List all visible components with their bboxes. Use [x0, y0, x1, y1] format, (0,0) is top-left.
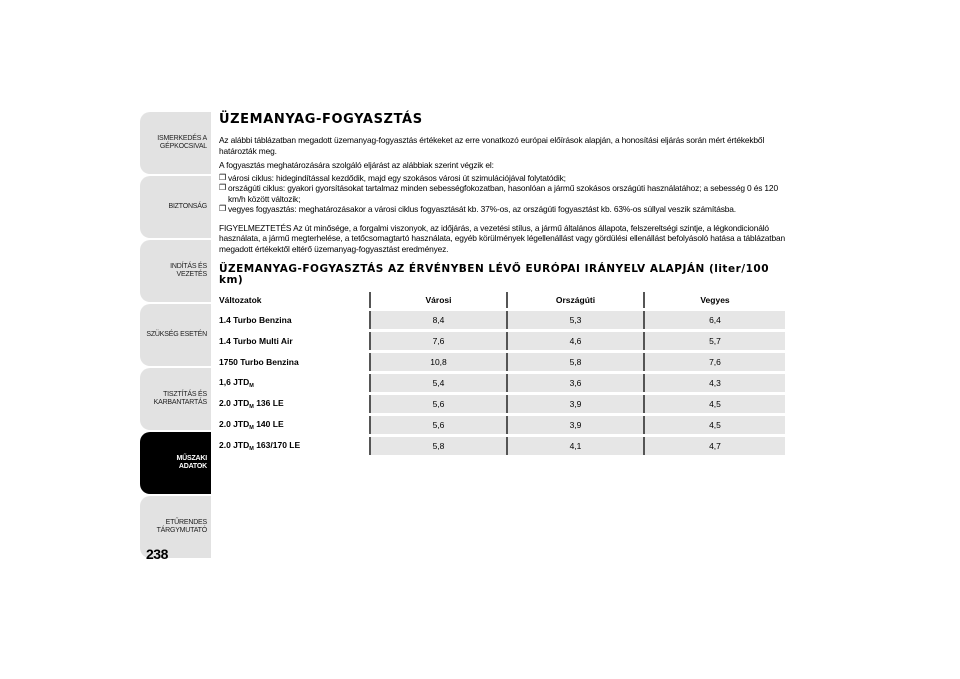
section-title: ÜZEMANYAG-FOGYASZTÁS [219, 112, 423, 127]
checkbox-bullet-icon: ❒ [219, 204, 227, 213]
variant-subscript: M [249, 425, 254, 431]
consumption-value: 5,4 [370, 373, 507, 394]
chapter-tab[interactable] [140, 176, 211, 238]
checkbox-bullet-icon: ❒ [219, 183, 227, 192]
page-number: 238 [146, 546, 168, 562]
variant-name [219, 394, 370, 415]
variant-subscript: M [249, 446, 254, 452]
chapter-sidebar [140, 112, 211, 560]
consumption-value: 5,7 [644, 331, 785, 352]
variant-name-text: 2.0 JTD [219, 398, 250, 408]
variant-name-text: 2.0 JTD [219, 419, 250, 429]
consumption-value: 7,6 [644, 352, 785, 373]
consumption-value: 3,6 [507, 373, 644, 394]
consumption-value: 4,5 [644, 394, 785, 415]
bullet-item [219, 183, 785, 204]
variant-suffix: 136 LE [253, 398, 284, 408]
variant-name-text: 1.4 Turbo Benzina [219, 315, 292, 325]
consumption-value: 4,5 [644, 415, 785, 436]
checkbox-bullet-icon: ❒ [219, 172, 227, 182]
table-row [219, 331, 785, 352]
page-content [219, 112, 785, 458]
chapter-tab[interactable] [140, 240, 211, 302]
chapter-tab-label: SZÜKSÉG ESETÉN [146, 330, 207, 338]
consumption-value: 6,4 [644, 310, 785, 331]
variant-suffix: 140 LE [253, 419, 284, 429]
consumption-value: 4,7 [644, 436, 785, 457]
consumption-value: 5,6 [370, 415, 507, 436]
column-header: Városi [370, 292, 507, 310]
consumption-value: 3,9 [507, 415, 644, 436]
variant-name-text: 1750 Turbo Benzina [219, 357, 299, 367]
warning-paragraph: FIGYELMEZTETÉS Az út minősége, a forgalmi viszonyok, az időjárás, a vezetési stílus, a jármű általános állapota, felszereltségi szintje, a légkondicionáló használata, a jármű megterhelése, a tetőcsomagtartó használata, egyéb körülmények légellenállást vagy gördülési ellenállást befolyásoló hatása a táblázatban megadott értékektől eltérő üzemanyag-fogyasztást eredményez. [219, 222, 786, 254]
variant-name [219, 331, 370, 352]
chapter-tab-label: ETŰRENDES TÁRGYMUTATÓ [156, 518, 207, 534]
variant-name [219, 373, 370, 394]
consumption-value: 4,3 [644, 373, 785, 394]
method-paragraph: A fogyasztás meghatározására szolgáló eljárást az alábbiak szerint végzik el: [219, 160, 494, 170]
consumption-value: 5,3 [507, 310, 644, 331]
intro-paragraph: Az alábbi táblázatban megadott üzemanyag-fogyasztás értékeket az erre vonatkozó európai előírások alapján, a honosítási eljárás során mért értékekből határozták meg. [219, 135, 765, 156]
table-row [219, 436, 785, 457]
consumption-value: 7,6 [370, 331, 507, 352]
consumption-value: 8,4 [370, 310, 507, 331]
consumption-value: 5,8 [370, 436, 507, 457]
consumption-value: 10,8 [370, 352, 507, 373]
consumption-value: 5,6 [370, 394, 507, 415]
bullet-text: vegyes fogyasztás: meghatározásakor a városi ciklus fogyasztását kb. 37%-os, az országúti fogyasztást kb. 63%-os súllyal veszik számításba. [228, 204, 736, 214]
table-title: ÜZEMANYAG-FOGYASZTÁS AZ ÉRVÉNYBEN LÉVŐ EURÓPAI IRÁNYELV ALAPJÁN (liter/100 km) [219, 263, 770, 286]
bullet-item [219, 173, 785, 184]
chapter-tab-label: BIZTONSÁG [168, 202, 207, 210]
variant-name [219, 436, 370, 457]
consumption-table [219, 292, 785, 458]
table-row [219, 310, 785, 331]
consumption-value: 3,9 [507, 394, 644, 415]
chapter-tab-label: MŰSZAKI ADATOK [176, 454, 207, 470]
table-header-row [219, 292, 785, 310]
variant-subscript: M [249, 383, 254, 389]
table-row [219, 352, 785, 373]
chapter-tab-label: TISZTÍTÁS ÉS KARBANTARTÁS [153, 390, 207, 406]
variant-name-text: 2.0 JTD [219, 440, 250, 450]
consumption-value: 4,1 [507, 436, 644, 457]
consumption-value: 5,8 [507, 352, 644, 373]
variant-name [219, 352, 370, 373]
table-row [219, 415, 785, 436]
variant-suffix: 163/170 LE [253, 440, 301, 450]
column-header: Változatok [219, 292, 370, 310]
variant-name-text: 1,6 JTD [219, 377, 250, 387]
column-header: Országúti [507, 292, 644, 310]
variant-name [219, 310, 370, 331]
bullet-text: városi ciklus: hidegindítással kezdődik, majd egy szokásos városi út szimulációjával folytatódik; [228, 172, 566, 183]
chapter-tab[interactable] [140, 304, 211, 366]
chapter-tab-label: ISMERKEDÉS A GÉPKOCSIVAL [157, 134, 207, 150]
bullet-text: országúti ciklus: gyakori gyorsításokat tartalmaz minden sebességfokozatban, hasonlóan a jármű szokásos országúti használatához; a sebesség 0 és 120 km/h között változik; [228, 183, 778, 204]
chapter-tab-label: INDÍTÁS ÉS VEZETÉS [170, 262, 207, 278]
column-header: Vegyes [644, 292, 785, 310]
chapter-tab[interactable] [140, 112, 211, 174]
variant-name-text: 1.4 Turbo Multi Air [219, 336, 293, 346]
consumption-value: 4,6 [507, 331, 644, 352]
bullet-item [219, 204, 785, 215]
table-row [219, 394, 785, 415]
variant-name [219, 415, 370, 436]
variant-subscript: M [249, 404, 254, 410]
table-row [219, 373, 785, 394]
chapter-tab[interactable] [140, 432, 211, 494]
chapter-tab[interactable] [140, 368, 211, 430]
